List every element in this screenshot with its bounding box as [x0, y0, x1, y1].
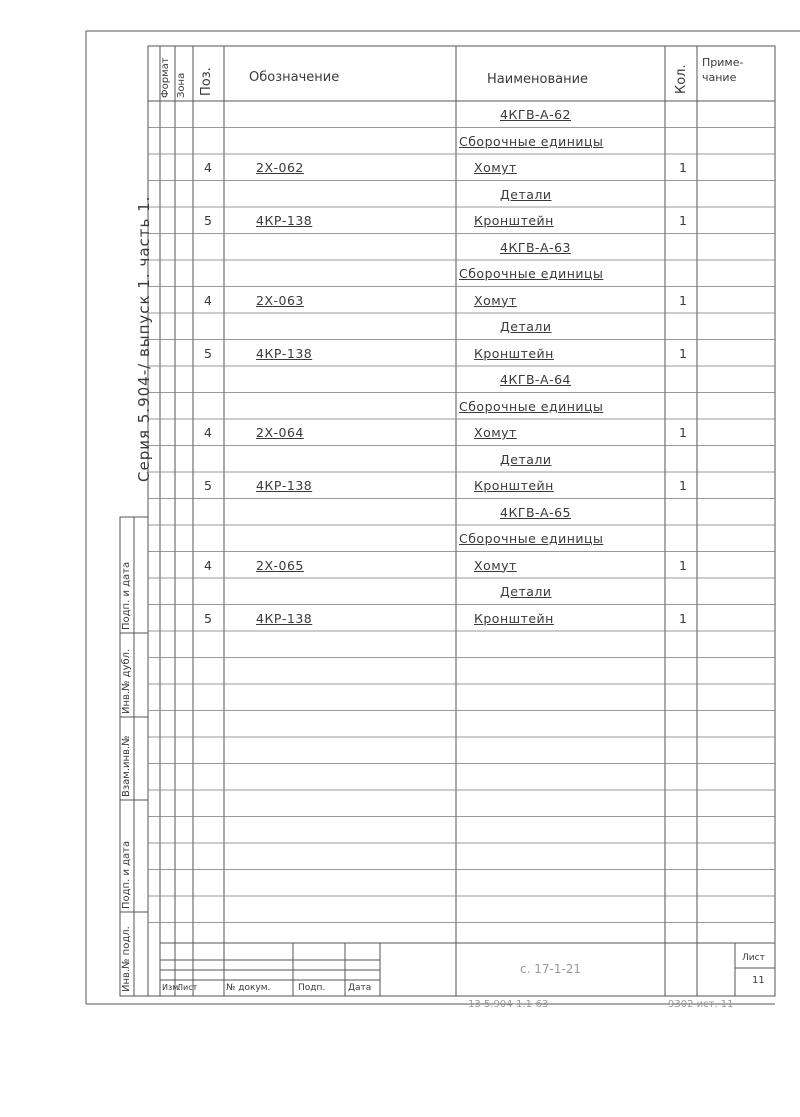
footer-left: 13 5.904-1.1-63 — [468, 999, 549, 1010]
row-pos: 5 — [204, 478, 213, 493]
header-pos: Поз. — [199, 67, 214, 96]
row-name: Сборочные единицы — [459, 266, 604, 281]
row-name: Хомут — [474, 425, 517, 440]
row-name: Сборочные единицы — [459, 133, 604, 149]
row-name: Хомут — [474, 160, 517, 175]
row-designation: 2Х-064 — [256, 425, 304, 440]
tb-label-sign: Подп. — [298, 983, 326, 993]
header-zone: Зона — [176, 72, 187, 98]
footer-right: 9302 ист. 11 — [668, 999, 734, 1010]
row-name: Хомут — [474, 292, 517, 308]
row-designation: 4КР-138 — [256, 610, 313, 626]
row-designation: 2Х-062 — [256, 160, 304, 175]
row-qty: 1 — [679, 610, 688, 626]
row-name: 4КГВ-А-62 — [500, 107, 572, 122]
tb-label-list: Лист — [177, 983, 198, 992]
row-name: Кронштейн — [474, 345, 554, 361]
row-qty: 1 — [679, 557, 688, 573]
stamp-replace-inv: Взам.инв.№ — [121, 735, 132, 797]
row-qty: 1 — [679, 425, 688, 440]
tb-doc-code: с. 17-1-21 — [520, 962, 582, 976]
row-pos: 4 — [204, 557, 213, 573]
header-name: Наименование — [487, 72, 589, 87]
row-qty: 1 — [679, 160, 688, 175]
row-pos: 4 — [204, 425, 213, 440]
row-name: Детали — [500, 584, 552, 599]
row-qty: 1 — [679, 213, 688, 228]
stamp-sign-date-2: Подп. и дата — [121, 840, 132, 909]
row-name: Детали — [500, 451, 552, 467]
row-designation: 2Х-063 — [256, 292, 304, 308]
row-qty: 1 — [679, 478, 688, 493]
row-name: Детали — [500, 319, 552, 334]
series-title: Серия 5.904-/ выпуск 1. часть 1. — [135, 195, 153, 482]
stamp-orig-inv: Инв.№ подл. — [121, 926, 132, 992]
header-designation: Обозначение — [249, 70, 340, 85]
row-designation: 4КР-138 — [256, 213, 313, 228]
header-note: Приме- чание — [702, 56, 744, 84]
row-qty: 1 — [679, 345, 688, 361]
tb-label-date: Дата — [348, 983, 372, 993]
row-name: 4КГВ-А-63 — [500, 239, 572, 255]
row-pos: 5 — [204, 345, 213, 361]
row-name: Детали — [500, 186, 552, 202]
row-designation: 4КР-138 — [256, 478, 313, 493]
header-qty: Кол. — [674, 64, 689, 94]
header-format: Формат — [160, 57, 171, 98]
row-name: Кронштейн — [474, 478, 554, 493]
stamp-dup-inv: Инв.№ дубл. — [121, 648, 132, 714]
row-name: Хомут — [474, 557, 517, 573]
row-designation: 4КР-138 — [256, 345, 313, 361]
stamp-sign-date-1: Подп. и дата — [121, 561, 132, 630]
row-pos: 4 — [204, 160, 213, 175]
row-pos: 5 — [204, 213, 213, 228]
row-name: Кронштейн — [474, 610, 554, 626]
row-name: Сборочные единицы — [459, 531, 604, 546]
tb-sheet-label: Лист — [742, 953, 765, 963]
row-name: 4КГВ-А-64 — [500, 372, 572, 387]
row-name: Кронштейн — [474, 213, 554, 228]
row-pos: 4 — [204, 292, 213, 308]
row-name: 4КГВ-А-65 — [500, 504, 572, 520]
row-pos: 5 — [204, 610, 213, 626]
row-name: Сборочные единицы — [459, 398, 604, 414]
tb-sheet-number: 11 — [752, 975, 765, 986]
row-qty: 1 — [679, 292, 688, 308]
row-designation: 2Х-065 — [256, 557, 304, 573]
tb-label-doc: № докум. — [226, 983, 271, 993]
tb-label-izm: Изм. — [162, 983, 181, 992]
